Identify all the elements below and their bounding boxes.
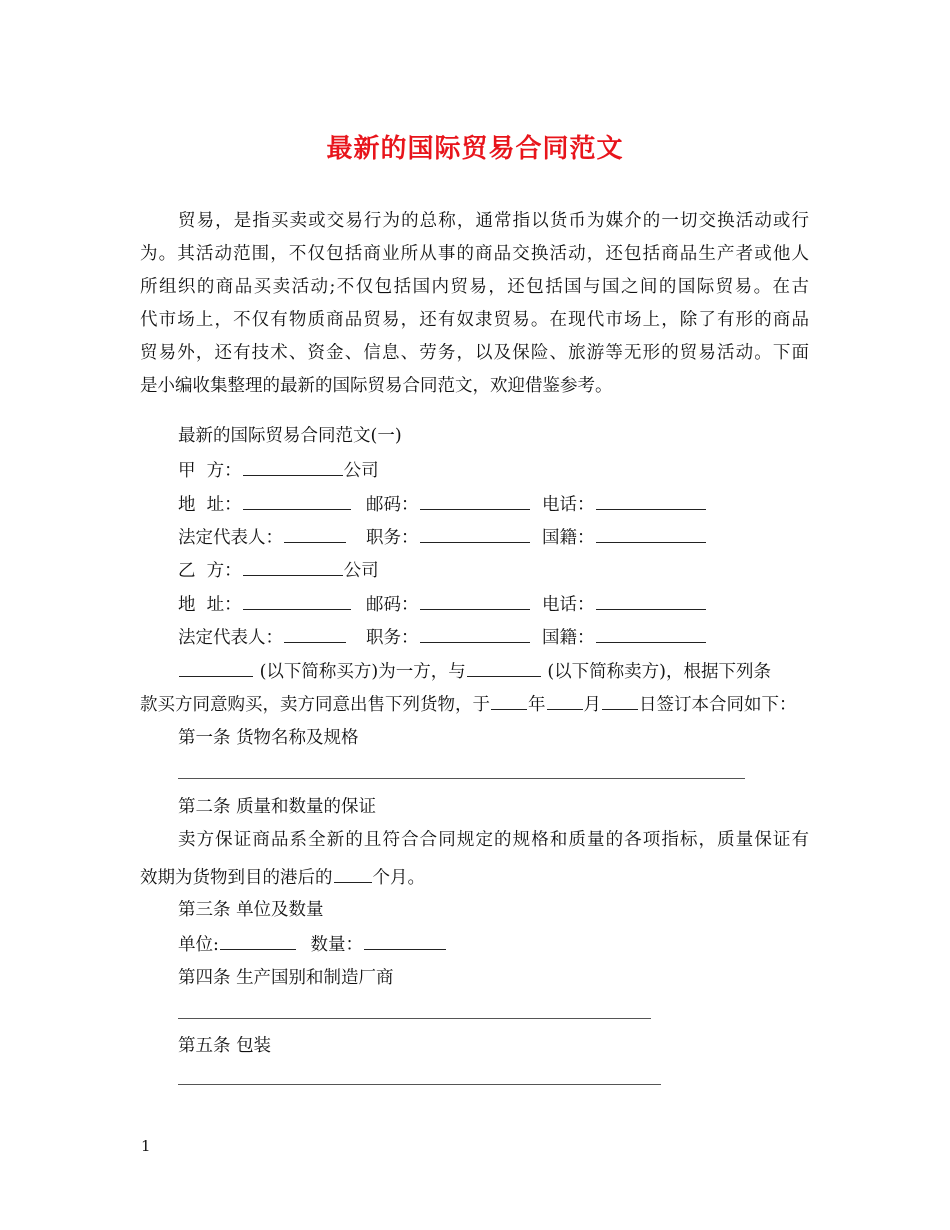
nationality-label: 国籍： [542, 528, 595, 548]
page-title: 最新的国际贸易合同范文 [326, 134, 624, 164]
unit-label: 单位: [178, 935, 219, 955]
unit-quantity-line [178, 933, 447, 956]
article-4-blank-line [178, 1018, 651, 1019]
postcode-label: 邮码： [366, 595, 419, 615]
paragraph-line: 贸易外，还有技术、资金、信息、劳务，以及保险、旅游等无形的贸易活动。下面 [140, 343, 809, 363]
nationality-blank [596, 626, 706, 643]
agreement-text: 日签订本合同如下： [639, 695, 797, 715]
quantity-label: 数量： [310, 935, 363, 955]
phone-label: 电话： [542, 595, 595, 615]
party-a-contact-line [178, 493, 707, 516]
article-3-heading: 第三条 单位及数量 [178, 900, 324, 920]
article-5-heading: 第五条 包装 [178, 1036, 272, 1056]
seller-blank [467, 660, 541, 677]
position-blank [420, 626, 530, 643]
warranty-text: 效期为货物到目的港后的 [140, 868, 333, 888]
postcode-blank [420, 593, 530, 610]
article-1-blank-line [178, 778, 745, 779]
paragraph-line: 是小编收集整理的最新的国际贸易合同范文，欢迎借鉴参考。 [140, 376, 613, 396]
article-2-text-2 [140, 866, 425, 889]
postcode-label: 邮码： [366, 495, 419, 515]
article-2-heading: 第二条 质量和数量的保证 [178, 797, 377, 817]
month-blank [547, 693, 583, 710]
warranty-text: 个月。 [372, 868, 425, 888]
position-label: 职务： [366, 628, 419, 648]
address-blank [243, 593, 351, 610]
nationality-blank [596, 526, 706, 543]
month-label: 月 [583, 695, 601, 715]
address-blank [243, 493, 351, 510]
party-a-rep-line [178, 526, 707, 549]
page-number: 1 [141, 1137, 151, 1155]
postcode-blank [420, 493, 530, 510]
unit-blank [220, 933, 296, 950]
year-blank [491, 693, 527, 710]
article-2-text: 卖方保证商品系全新的且符合合同规定的规格和质量的各项指标，质量保证有 [178, 830, 809, 850]
party-b-suffix: 公司 [343, 561, 379, 581]
party-b-line [178, 559, 379, 582]
phone-blank [596, 593, 706, 610]
rep-label: 法定代表人： [178, 528, 283, 548]
seller-text: (以下简称卖方)，根据下列条 [547, 662, 771, 682]
agreement-line [178, 660, 809, 683]
paragraph-line: 为。其活动范围，不仅包括商业所从事的商品交换活动，还包括商品生产者或他人 [140, 244, 809, 264]
buyer-blank [179, 660, 253, 677]
party-b-contact-line [178, 593, 707, 616]
rep-blank [284, 626, 346, 643]
agreement-text: 款买方同意购买，卖方同意出售下列货物，于 [140, 695, 490, 715]
day-blank [602, 693, 638, 710]
rep-blank [284, 526, 346, 543]
party-a-label: 甲 方： [178, 461, 242, 481]
year-label: 年 [528, 695, 546, 715]
party-a-line [178, 459, 379, 482]
phone-label: 电话： [542, 495, 595, 515]
party-b-name-blank [243, 559, 343, 576]
warranty-months-blank [334, 866, 372, 883]
quantity-blank [364, 933, 446, 950]
position-blank [420, 526, 530, 543]
phone-blank [596, 493, 706, 510]
party-a-name-blank [243, 459, 343, 476]
article-1-heading: 第一条 货物名称及规格 [178, 728, 359, 748]
section-heading: 最新的国际贸易合同范文(一) [178, 426, 402, 446]
paragraph-line: 贸易，是指买卖或交易行为的总称，通常指以货币为媒介的一切交换活动或行 [178, 211, 809, 231]
paragraph-line: 所组织的商品买卖活动;不仅包括国内贸易，还包括国与国之间的国际贸易。在古 [140, 277, 809, 297]
address-label: 地 址： [178, 495, 242, 515]
party-b-label: 乙 方： [178, 561, 242, 581]
article-4-heading: 第四条 生产国别和制造厂商 [178, 968, 394, 988]
paragraph-line: 代市场上，不仅有物质商品贸易，还有奴隶贸易。在现代市场上，除了有形的商品 [140, 310, 809, 330]
position-label: 职务： [366, 528, 419, 548]
party-b-rep-line [178, 626, 707, 649]
article-5-blank-line [178, 1084, 661, 1085]
party-a-suffix: 公司 [343, 461, 379, 481]
buyer-text: (以下简称买方)为一方，与 [259, 662, 466, 682]
address-label: 地 址： [178, 595, 242, 615]
nationality-label: 国籍： [542, 628, 595, 648]
agreement-line-2 [140, 693, 797, 716]
rep-label: 法定代表人： [178, 628, 283, 648]
